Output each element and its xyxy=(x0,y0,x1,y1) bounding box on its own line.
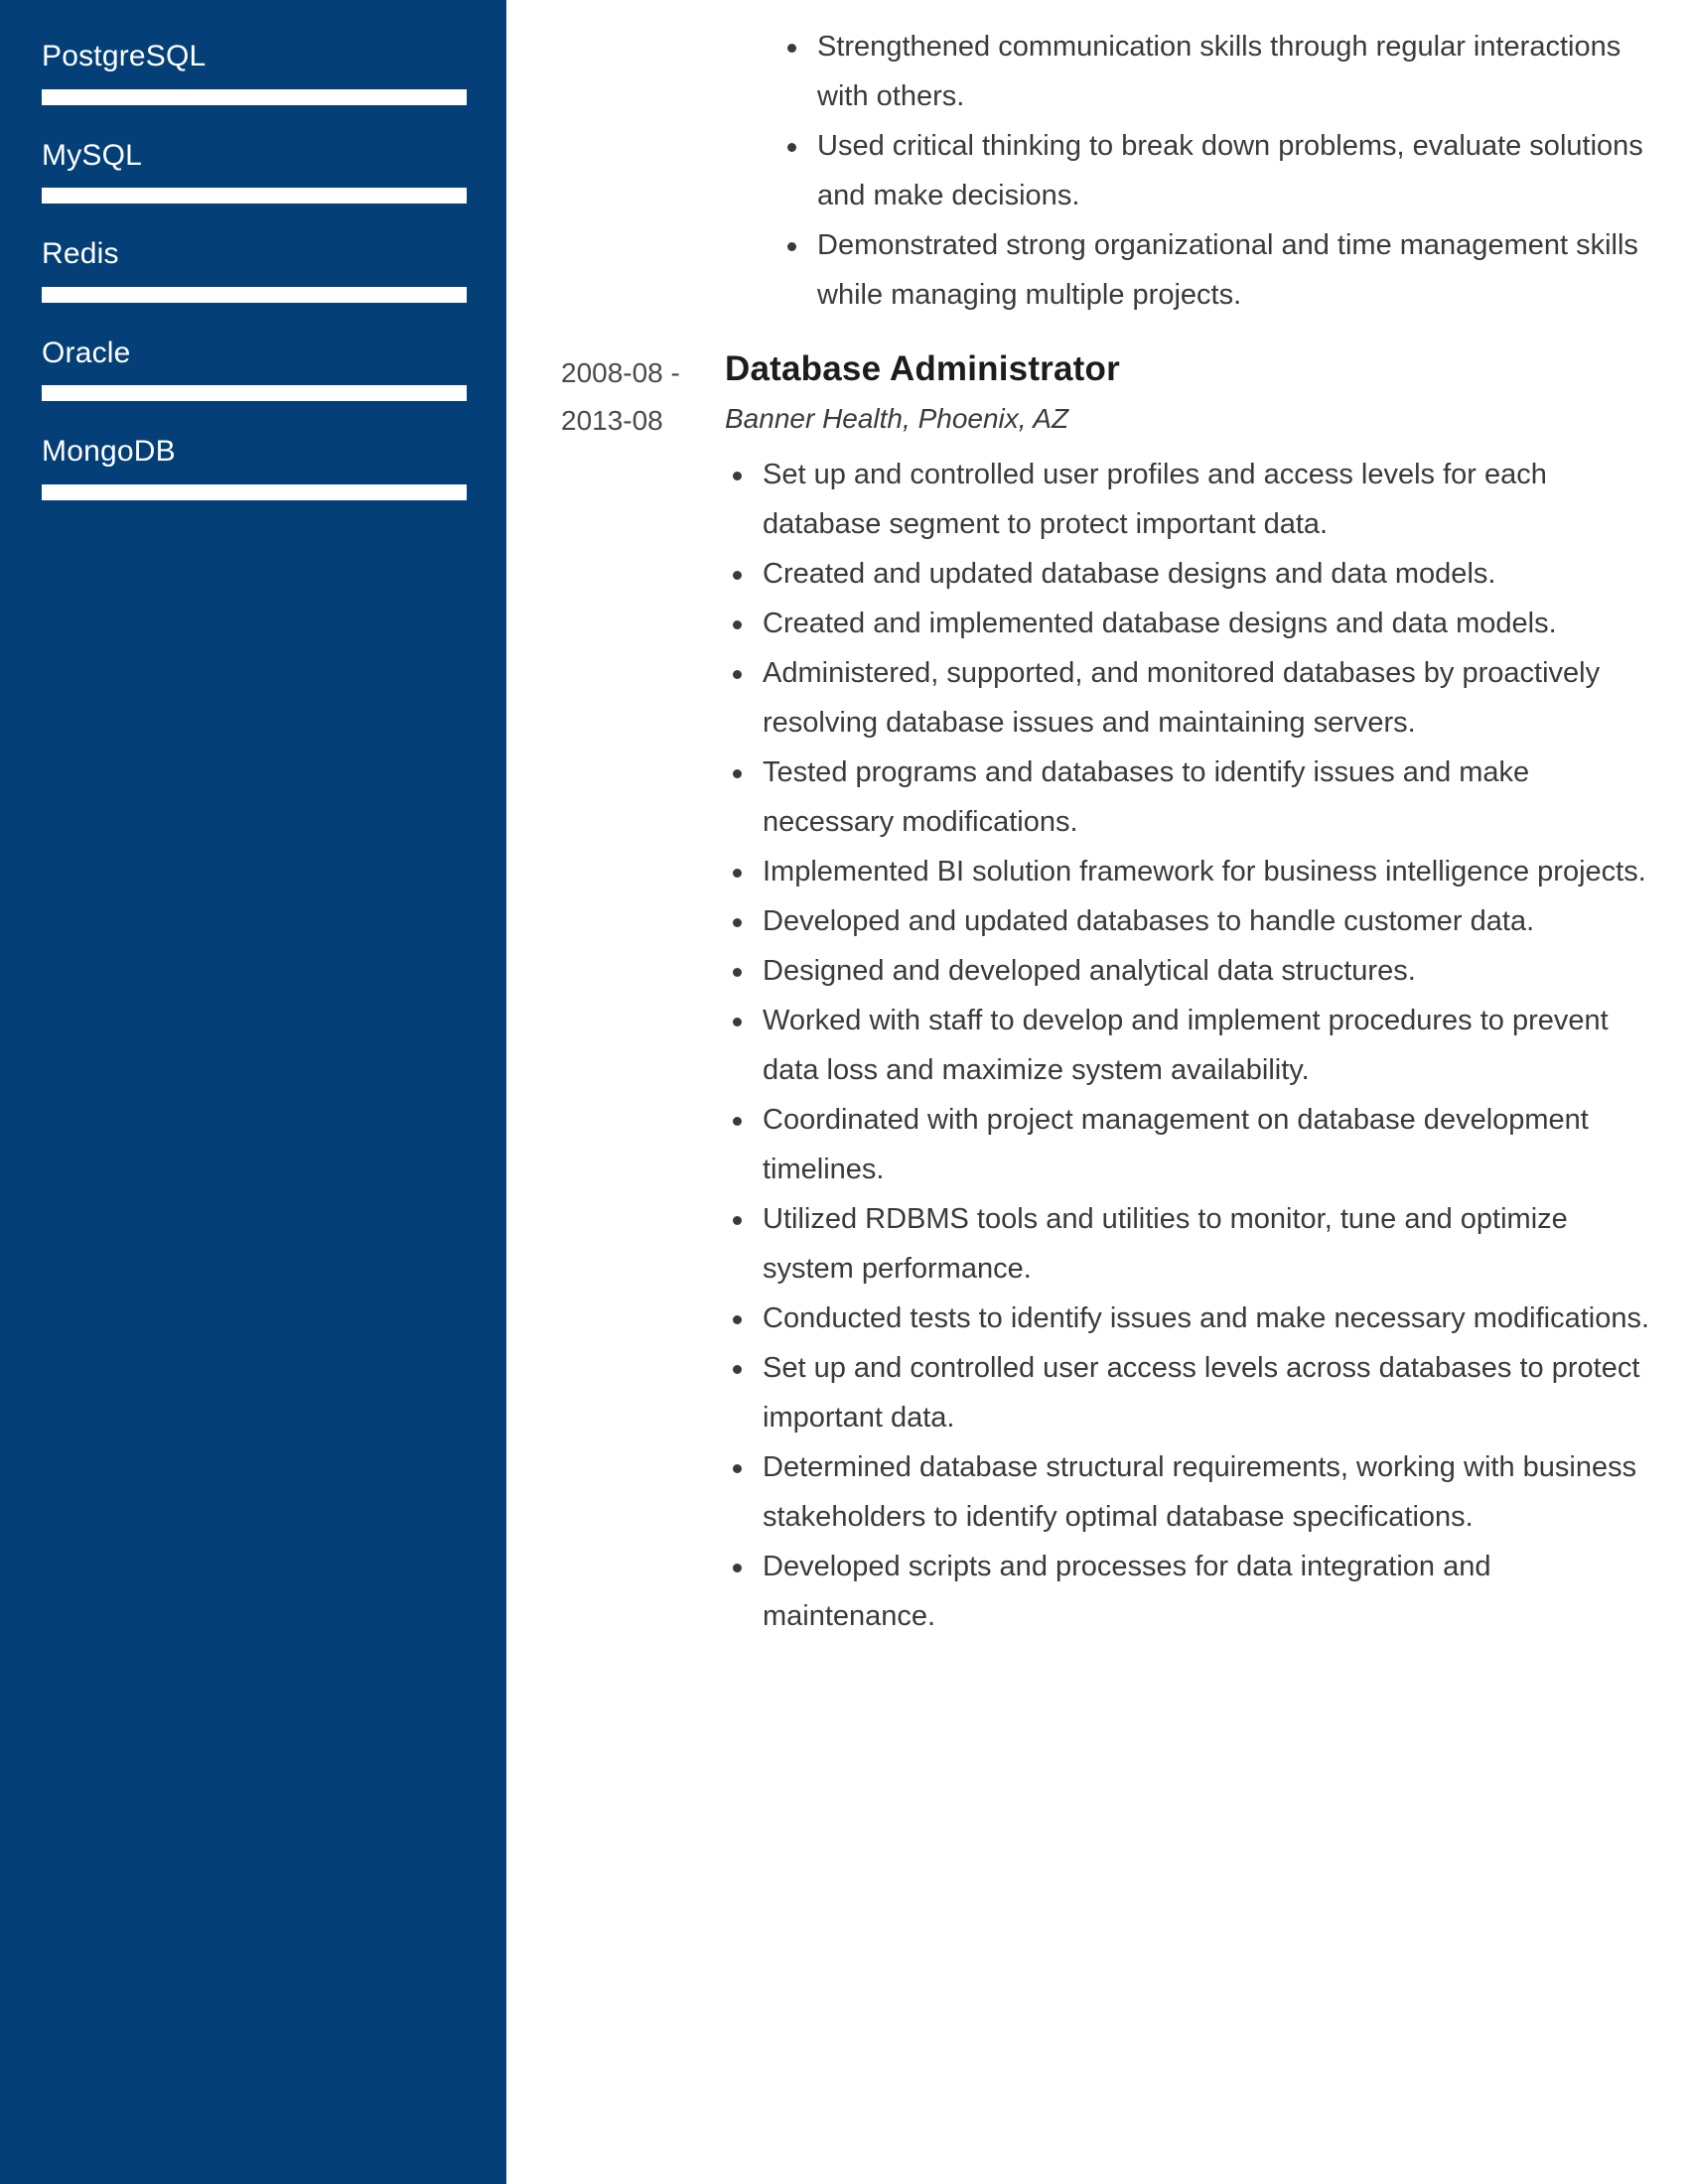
skill-item xyxy=(0,335,506,402)
bullet-item: Coordinated with project management on database development timelines. xyxy=(725,1095,1662,1194)
experience-body xyxy=(695,349,1688,1641)
bullet-item: Created and implemented database designs and data models. xyxy=(725,599,1662,648)
skill-bar-track xyxy=(42,188,467,204)
bullet-item: Designed and developed analytical data structures. xyxy=(725,946,1662,996)
skill-name-label: PostgreSQL xyxy=(42,40,207,72)
skills-list xyxy=(0,0,506,500)
skill-bar-track xyxy=(42,484,467,500)
skill-item xyxy=(0,38,506,105)
main-content xyxy=(506,0,1688,2184)
job-bullet-list xyxy=(725,450,1662,1641)
skill-item xyxy=(0,433,506,500)
skill-bar-fill xyxy=(42,484,467,500)
skill-name-label: Oracle xyxy=(42,336,131,369)
bullet-item: Developed scripts and processes for data integration and maintenance. xyxy=(725,1542,1662,1641)
continued-bullets-section xyxy=(506,0,1688,320)
bullet-item: Set up and controlled user profiles and access levels for each database segment to protect important data. xyxy=(725,450,1662,549)
continued-bullet-list xyxy=(779,22,1662,320)
skill-bar-fill xyxy=(42,287,467,303)
bullet-item: Strengthened communication skills through regular interactions with others. xyxy=(779,22,1662,121)
skill-item xyxy=(0,137,506,205)
skill-bar-fill xyxy=(42,188,467,204)
bullet-item: Determined database structural requirements, working with business stakeholders to identify optimal database specifications. xyxy=(725,1442,1662,1542)
skill-name-label: MySQL xyxy=(42,138,143,172)
bullet-item: Implemented BI solution framework for business intelligence projects. xyxy=(725,847,1662,896)
skill-bar-track xyxy=(42,287,467,303)
bullet-item: Conducted tests to identify issues and make necessary modifications. xyxy=(725,1294,1662,1343)
skill-name-label: Redis xyxy=(42,237,119,270)
date-start: 2008-08 - xyxy=(561,357,680,388)
skill-bar-track xyxy=(42,385,467,401)
bullet-item: Set up and controlled user access levels across databases to protect important data. xyxy=(725,1343,1662,1442)
bullet-item: Created and updated database designs and data models. xyxy=(725,549,1662,599)
experience-section xyxy=(506,349,1688,1641)
bullet-item: Used critical thinking to break down problems, evaluate solutions and make decisions. xyxy=(779,121,1662,220)
bullet-item: Administered, supported, and monitored databases by proactively resolving database issues and maintaining servers. xyxy=(725,648,1662,748)
job-title: Database Administrator xyxy=(725,349,1120,388)
bullet-item: Demonstrated strong organizational and time management skills while managing multiple projects. xyxy=(779,220,1662,320)
bullet-item: Tested programs and databases to identify issues and make necessary modifications. xyxy=(725,748,1662,847)
experience-dates xyxy=(506,349,695,445)
bullet-item: Developed and updated databases to handle customer data. xyxy=(725,896,1662,946)
skill-name-label: MongoDB xyxy=(42,435,176,468)
experience-entry xyxy=(506,349,1688,1641)
bullet-item: Worked with staff to develop and implement procedures to prevent data loss and maximize system availability. xyxy=(725,996,1662,1095)
skill-bar-fill xyxy=(42,89,467,105)
bullet-item: Utilized RDBMS tools and utilities to monitor, tune and optimize system performance. xyxy=(725,1194,1662,1294)
date-end: 2013-08 xyxy=(561,405,663,436)
skill-bar-fill xyxy=(42,385,467,401)
skill-bar-track xyxy=(42,89,467,105)
sidebar xyxy=(0,0,506,2184)
skill-item xyxy=(0,235,506,303)
job-organization: Banner Health, Phoenix, AZ xyxy=(725,403,1069,435)
